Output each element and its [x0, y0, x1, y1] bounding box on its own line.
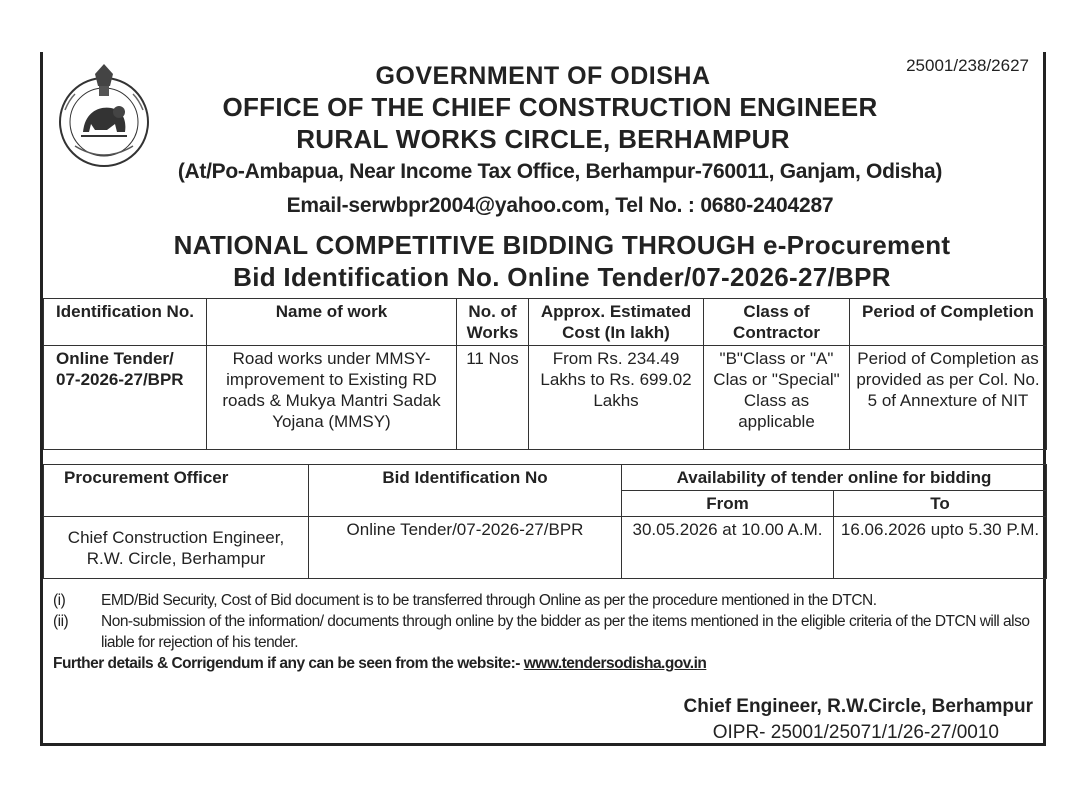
oipr-number: OIPR- 25001/25071/1/26-27/0010	[712, 722, 999, 743]
note-text: Non-submission of the information/ documents through online by the bidder as per the items mentioned in the eligible criteria of the DTCN will also liable for rejection of his tender.	[101, 613, 1030, 651]
header-class: Class of Contractor	[704, 299, 850, 346]
cell-from: 30.05.2026 at 10.00 A.M.	[622, 517, 834, 579]
header-estimated-cost: Approx. Estimated Cost (In lakh)	[529, 299, 704, 346]
header-identification: Identification No.	[44, 299, 207, 346]
list-item	[53, 611, 1035, 653]
bidding-title: NATIONAL COMPETITIVE BIDDING THROUGH e-Procurement	[173, 230, 951, 260]
list-item	[53, 590, 1035, 611]
cell-identification: Online Tender/ 07-2026-27/BPR	[44, 346, 207, 450]
reference-number: 25001/238/2627	[906, 56, 1029, 75]
cell-period: Period of Completion as provided as per Col. No. 5 of Annexture of NIT	[850, 346, 1047, 450]
further-details	[53, 653, 1035, 674]
note-number: (i)	[53, 592, 66, 609]
further-details-text: Further details & Corrigendum if any can be seen from the website:-	[53, 655, 524, 672]
notes-section	[53, 590, 1035, 674]
cell-to: 16.06.2026 upto 5.30 P.M.	[834, 517, 1047, 579]
note-number: (ii)	[53, 613, 69, 630]
government-title: GOVERNMENT OF ODISHA	[375, 62, 711, 90]
cell-class: "B"Class or "A" Clas or "Special" Class as applicable	[704, 346, 850, 450]
header-period: Period of Completion	[850, 299, 1047, 346]
header-to: To	[834, 491, 1047, 517]
header-availability: Availability of tender online for bidding	[622, 465, 1047, 491]
office-address: (At/Po-Ambapua, Near Income Tax Office, Berhampur-760011, Ganjam, Odisha)	[177, 160, 943, 183]
header-procurement-officer: Procurement Officer	[44, 465, 309, 517]
header-bid-identification: Bid Identification No	[309, 465, 622, 517]
header-no-of-works: No. of Works	[457, 299, 529, 346]
cell-bid-identification: Online Tender/07-2026-27/BPR	[309, 517, 622, 579]
cell-no-of-works: 11 Nos	[457, 346, 529, 450]
procurement-table	[43, 464, 1047, 579]
tender-details-table	[43, 298, 1047, 450]
tender-notice	[40, 52, 1046, 746]
table-row	[44, 517, 1047, 579]
signature-line: Chief Engineer, R.W.Circle, Berhampur	[683, 696, 1033, 717]
office-title: OFFICE OF THE CHIEF CONSTRUCTION ENGINEER	[222, 92, 878, 122]
cell-procurement-officer: Chief Construction Engineer, R.W. Circle, Berhampur	[44, 517, 309, 579]
header-from: From	[622, 491, 834, 517]
table-row	[44, 346, 1047, 450]
cell-estimated-cost: From Rs. 234.49 Lakhs to Rs. 699.02 Lakhs	[529, 346, 704, 450]
website-link[interactable]: www.tendersodisha.gov.in	[523, 655, 707, 672]
cell-name-of-work: Road works under MMSY-improvement to Existing RD roads & Mukya Mantri Sadak Yojana (MMSY)	[207, 346, 457, 450]
bid-identification-title: Bid Identification No. Online Tender/07-2026-27/BPR	[233, 262, 891, 292]
table-header-row	[44, 299, 1047, 346]
circle-title: RURAL WORKS CIRCLE, BERHAMPUR	[296, 124, 790, 154]
office-contact: Email-serwbpr2004@yahoo.com, Tel No. : 0680-2404287	[286, 194, 834, 217]
note-text: EMD/Bid Security, Cost of Bid document is to be transferred through Online as per the procedure mentioned in the DTCN.	[101, 592, 877, 609]
table-header-row	[44, 465, 1047, 491]
header-name-of-work: Name of work	[207, 299, 457, 346]
